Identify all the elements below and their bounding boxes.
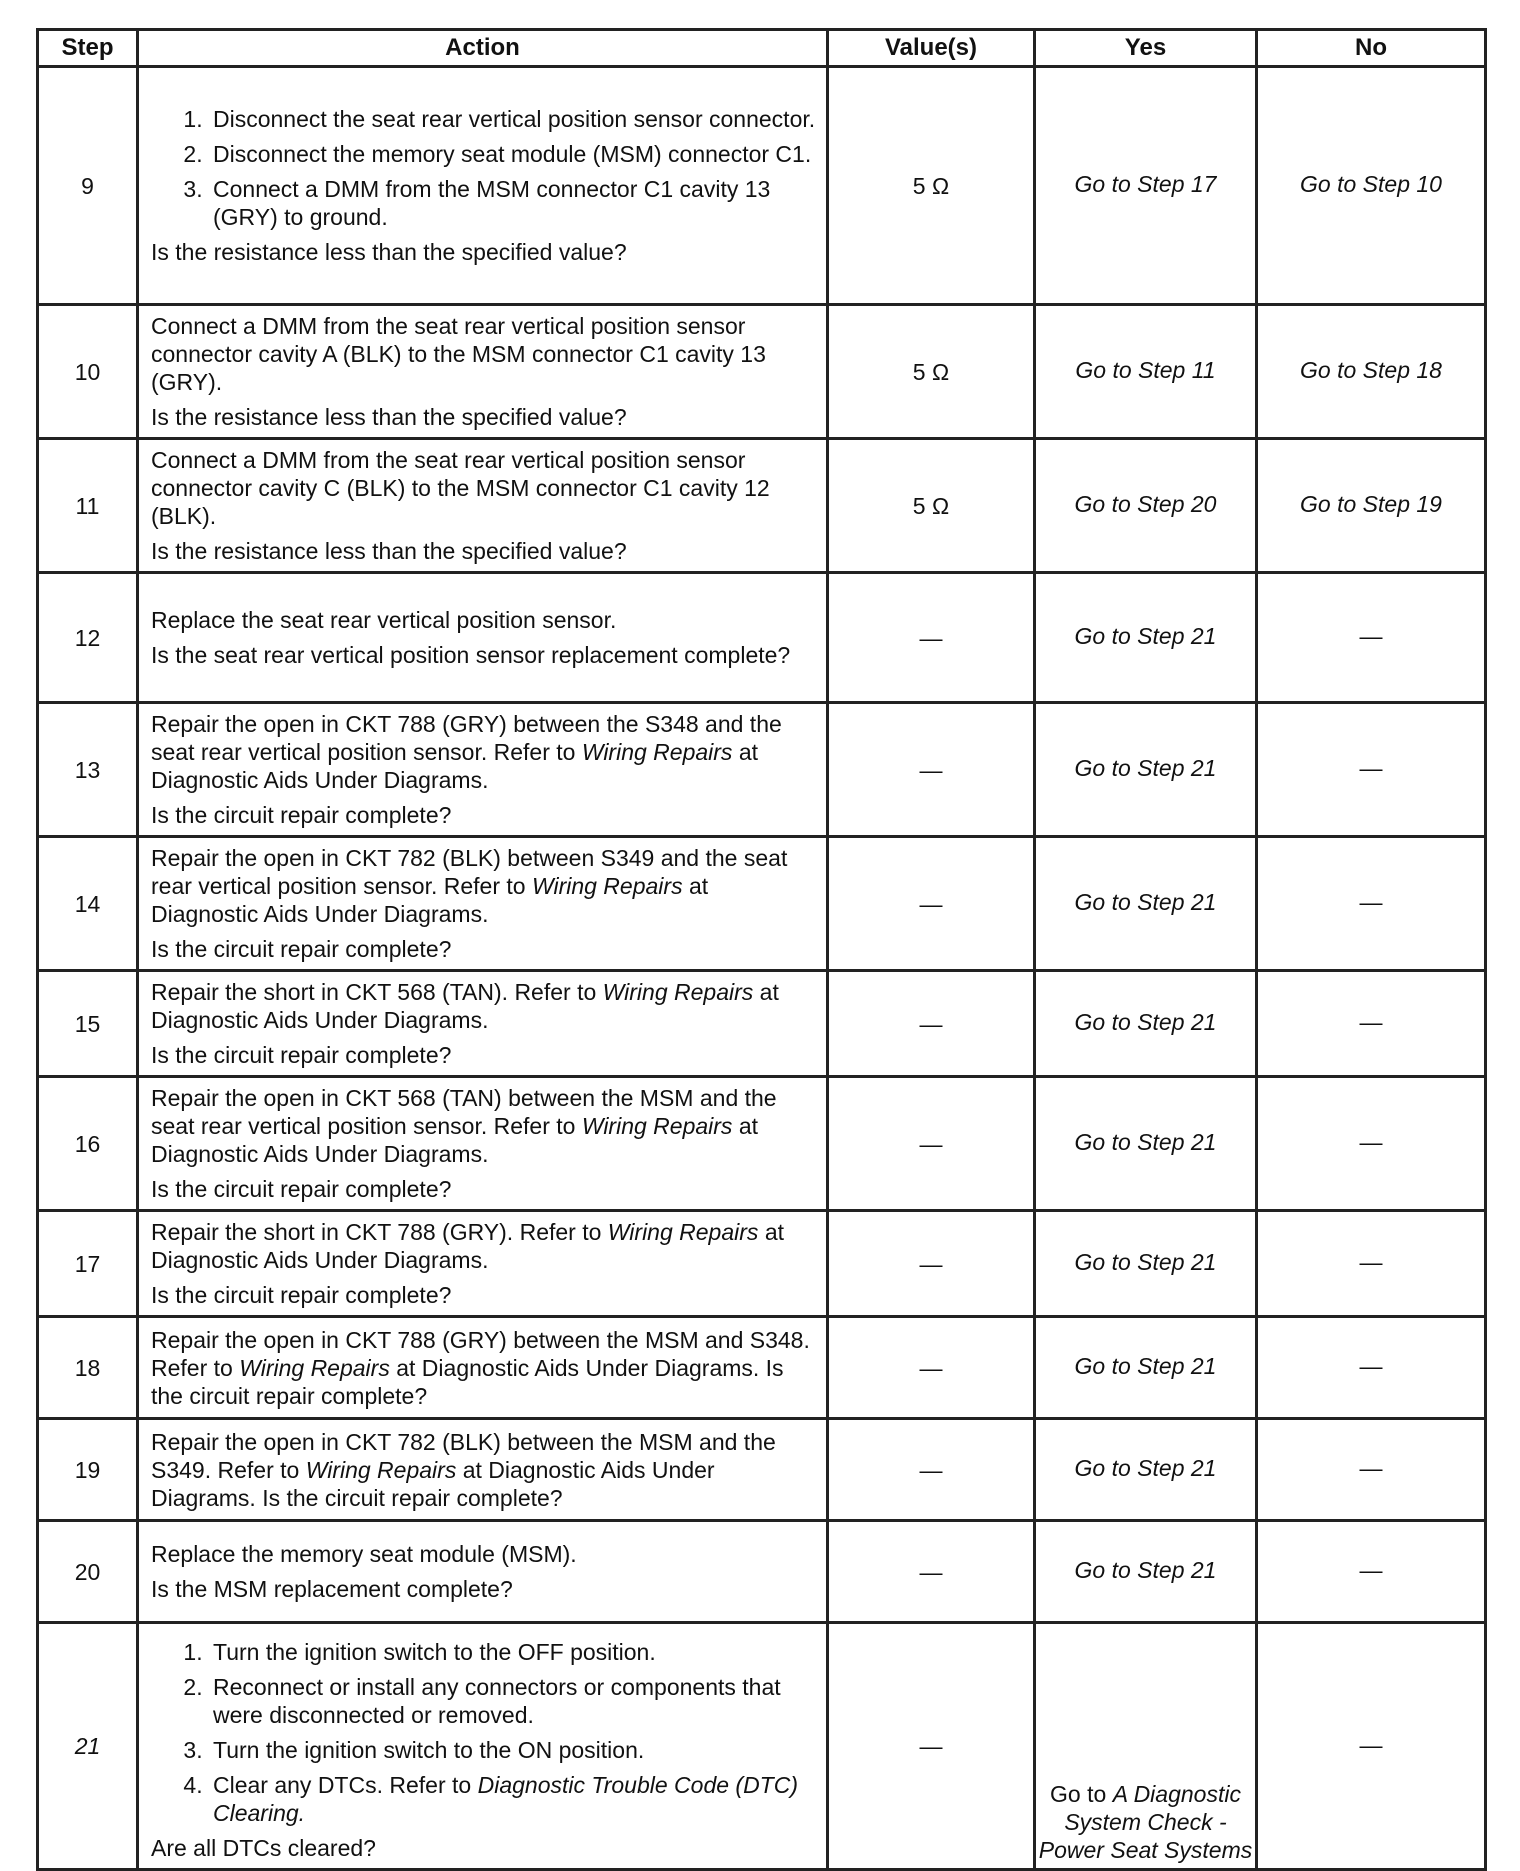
yes-cell xyxy=(1035,1623,1257,1870)
value-cell: 5 Ω xyxy=(828,305,1035,439)
action-text-part: at Diagnostic Aids Under Diagrams. Is the circuit repair complete? xyxy=(151,1456,715,1511)
action-item: 3. Connect a DMM from the MSM connector C1 cavity 13 (GRY) to ground. xyxy=(209,175,816,231)
yes-text-part: Go to xyxy=(1050,1781,1107,1807)
action-text-part: Repair the open in CKT 568 (TAN) between the MSM and the seat rear vertical position sensor. Refer to xyxy=(151,1085,777,1139)
dtc-clearing-ref: Diagnostic Trouble Code (DTC) Clearing. xyxy=(213,1772,798,1826)
action-text: Replace the seat rear vertical position sensor. xyxy=(151,607,617,633)
header-action: Action xyxy=(138,30,828,67)
action-cell xyxy=(138,1521,828,1623)
no-cell: — xyxy=(1257,573,1486,703)
wiring-repairs-ref: Wiring Repairs xyxy=(607,1219,759,1245)
table-row xyxy=(38,971,1486,1077)
table-row xyxy=(38,305,1486,439)
value-cell: — xyxy=(828,837,1035,971)
table-row xyxy=(38,1521,1486,1623)
no-cell: — xyxy=(1257,1211,1486,1317)
table-row xyxy=(38,1419,1486,1521)
action-cell xyxy=(138,1211,828,1317)
diagnostic-system-check-ref: A Diagnostic System Check - Power Seat Systems xyxy=(1038,1781,1253,1863)
action-text xyxy=(151,1084,816,1168)
action-question: Is the circuit repair complete? xyxy=(151,1042,452,1068)
value-cell: 5 Ω xyxy=(828,67,1035,305)
table-row xyxy=(38,67,1486,305)
action-cell xyxy=(138,1317,828,1419)
value-cell: — xyxy=(828,1211,1035,1317)
yes-cell: Go to Step 21 xyxy=(1035,1419,1257,1521)
diagnostic-table-page xyxy=(36,28,1484,1871)
action-text-part: at Diagnostic Aids Under Diagrams. xyxy=(151,1219,784,1273)
header-no: No xyxy=(1257,30,1486,67)
value-cell: — xyxy=(828,703,1035,837)
step-number: 17 xyxy=(38,1211,138,1317)
action-text-part: at Diagnostic Aids Under Diagrams. Is the circuit repair complete? xyxy=(151,1354,784,1409)
no-cell: — xyxy=(1257,1077,1486,1211)
action-text xyxy=(151,1428,816,1512)
action-cell xyxy=(138,837,828,971)
action-question: Is the circuit repair complete? xyxy=(151,936,452,962)
table-row xyxy=(38,439,1486,573)
action-cell xyxy=(138,703,828,837)
action-question: Are all DTCs cleared? xyxy=(151,1835,376,1861)
value-cell: — xyxy=(828,1623,1035,1870)
action-question: Is the circuit repair complete? xyxy=(151,1282,452,1308)
action-item: 1. Turn the ignition switch to the OFF position. xyxy=(209,1638,816,1666)
header-step: Step xyxy=(38,30,138,67)
no-cell: — xyxy=(1257,971,1486,1077)
wiring-repairs-ref: Wiring Repairs xyxy=(239,1354,390,1381)
step-number: 9 xyxy=(38,67,138,305)
action-cell xyxy=(138,1077,828,1211)
table-row xyxy=(38,1317,1486,1419)
no-cell: — xyxy=(1257,1521,1486,1623)
table-row xyxy=(38,573,1486,703)
action-text: Connect a DMM from the seat rear vertical position sensor connector cavity A (BLK) to the MSM connector C1 cavity 13 (GRY). xyxy=(151,313,766,395)
no-cell: Go to Step 10 xyxy=(1257,67,1486,305)
yes-cell: Go to Step 21 xyxy=(1035,1521,1257,1623)
wiring-repairs-ref: Wiring Repairs xyxy=(531,873,683,899)
action-text-part: Clear any DTCs. Refer to xyxy=(213,1772,472,1798)
value-cell: — xyxy=(828,1317,1035,1419)
no-cell: Go to Step 18 xyxy=(1257,305,1486,439)
action-text-part: at Diagnostic Aids Under Diagrams. xyxy=(151,873,709,927)
yes-cell: Go to Step 11 xyxy=(1035,305,1257,439)
yes-cell: Go to Step 21 xyxy=(1035,971,1257,1077)
table-row xyxy=(38,837,1486,971)
table-row xyxy=(38,703,1486,837)
no-cell: — xyxy=(1257,837,1486,971)
diagnostic-table xyxy=(36,28,1487,1871)
value-cell: — xyxy=(828,1521,1035,1623)
table-row xyxy=(38,1623,1486,1870)
action-cell xyxy=(138,573,828,703)
action-text-part: at Diagnostic Aids Under Diagrams. xyxy=(151,1113,759,1167)
value-cell: — xyxy=(828,971,1035,1077)
action-text-part: Repair the short in CKT 788 (GRY). Refer to xyxy=(151,1219,602,1245)
action-text xyxy=(151,710,816,794)
action-list xyxy=(151,105,816,231)
action-cell xyxy=(138,67,828,305)
yes-cell: Go to Step 20 xyxy=(1035,439,1257,573)
step-number: 13 xyxy=(38,703,138,837)
action-item: 1. Disconnect the seat rear vertical position sensor connector. xyxy=(209,105,816,133)
header-yes: Yes xyxy=(1035,30,1257,67)
no-cell: — xyxy=(1257,703,1486,837)
action-cell xyxy=(138,1419,828,1521)
no-cell: — xyxy=(1257,1419,1486,1521)
action-item: 2. Reconnect or install any connectors or components that were disconnected or removed. xyxy=(209,1673,816,1729)
step-number: 19 xyxy=(38,1419,138,1521)
action-question: Is the MSM replacement complete? xyxy=(151,1576,513,1602)
step-number: 12 xyxy=(38,573,138,703)
action-item xyxy=(209,1771,816,1827)
header-values: Value(s) xyxy=(828,30,1035,67)
action-question: Is the resistance less than the specified value? xyxy=(151,538,627,564)
action-text xyxy=(151,1218,816,1274)
yes-cell: Go to Step 21 xyxy=(1035,837,1257,971)
value-cell: — xyxy=(828,1077,1035,1211)
wiring-repairs-ref: Wiring Repairs xyxy=(581,739,733,765)
action-question: Is the circuit repair complete? xyxy=(151,1176,452,1202)
action-cell xyxy=(138,971,828,1077)
yes-cell: Go to Step 21 xyxy=(1035,1317,1257,1419)
action-cell xyxy=(138,1623,828,1870)
yes-cell: Go to Step 21 xyxy=(1035,573,1257,703)
step-number: 10 xyxy=(38,305,138,439)
action-text-part: at Diagnostic Aids Under Diagrams. xyxy=(151,979,779,1033)
step-number: 21 xyxy=(38,1623,138,1870)
step-number: 18 xyxy=(38,1317,138,1419)
action-question: Is the resistance less than the specified value? xyxy=(151,239,627,265)
action-item: 3. Turn the ignition switch to the ON position. xyxy=(209,1736,816,1764)
no-cell: — xyxy=(1257,1623,1486,1870)
action-question: Is the resistance less than the specified value? xyxy=(151,404,627,430)
action-text-part: Repair the open in CKT 782 (BLK) between the MSM and the S349. Refer to xyxy=(151,1428,776,1483)
table-row xyxy=(38,1077,1486,1211)
action-text xyxy=(151,978,816,1034)
action-question: Is the circuit repair complete? xyxy=(151,802,452,828)
wiring-repairs-ref: Wiring Repairs xyxy=(581,1113,733,1139)
yes-cell: Go to Step 21 xyxy=(1035,1211,1257,1317)
action-text-part: Repair the open in CKT 788 (GRY) between the S348 and the seat rear vertical position sensor. Refer to xyxy=(151,711,782,765)
action-question: Is the seat rear vertical position sensor replacement complete? xyxy=(151,642,791,668)
table-row xyxy=(38,1211,1486,1317)
step-number: 16 xyxy=(38,1077,138,1211)
step-number: 15 xyxy=(38,971,138,1077)
action-text-part: Repair the open in CKT 788 (GRY) between the MSM and S348. Refer to xyxy=(151,1326,810,1381)
action-cell xyxy=(138,305,828,439)
value-cell: — xyxy=(828,1419,1035,1521)
action-text-part: Repair the open in CKT 782 (BLK) between S349 and the seat rear vertical position sensor. Refer to xyxy=(151,845,788,899)
step-number: 20 xyxy=(38,1521,138,1623)
table-header-row xyxy=(38,30,1486,67)
yes-cell: Go to Step 21 xyxy=(1035,703,1257,837)
action-text xyxy=(151,1326,816,1410)
action-text: Replace the memory seat module (MSM). xyxy=(151,1541,577,1567)
value-cell: 5 Ω xyxy=(828,439,1035,573)
step-number: 11 xyxy=(38,439,138,573)
action-text-part: Repair the short in CKT 568 (TAN). Refer to xyxy=(151,979,597,1005)
value-cell: — xyxy=(828,573,1035,703)
no-cell: — xyxy=(1257,1317,1486,1419)
yes-cell: Go to Step 17 xyxy=(1035,67,1257,305)
action-item: 2. Disconnect the memory seat module (MSM) connector C1. xyxy=(209,140,816,168)
action-text: Connect a DMM from the seat rear vertical position sensor connector cavity C (BLK) to the MSM connector C1 cavity 12 (BLK). xyxy=(151,447,770,529)
wiring-repairs-ref: Wiring Repairs xyxy=(305,1456,457,1483)
action-cell xyxy=(138,439,828,573)
step-number: 14 xyxy=(38,837,138,971)
action-text xyxy=(151,844,816,928)
action-text-part: at Diagnostic Aids Under Diagrams. xyxy=(151,739,759,793)
action-list xyxy=(151,1638,816,1827)
no-cell: Go to Step 19 xyxy=(1257,439,1486,573)
wiring-repairs-ref: Wiring Repairs xyxy=(602,979,754,1005)
yes-cell: Go to Step 21 xyxy=(1035,1077,1257,1211)
